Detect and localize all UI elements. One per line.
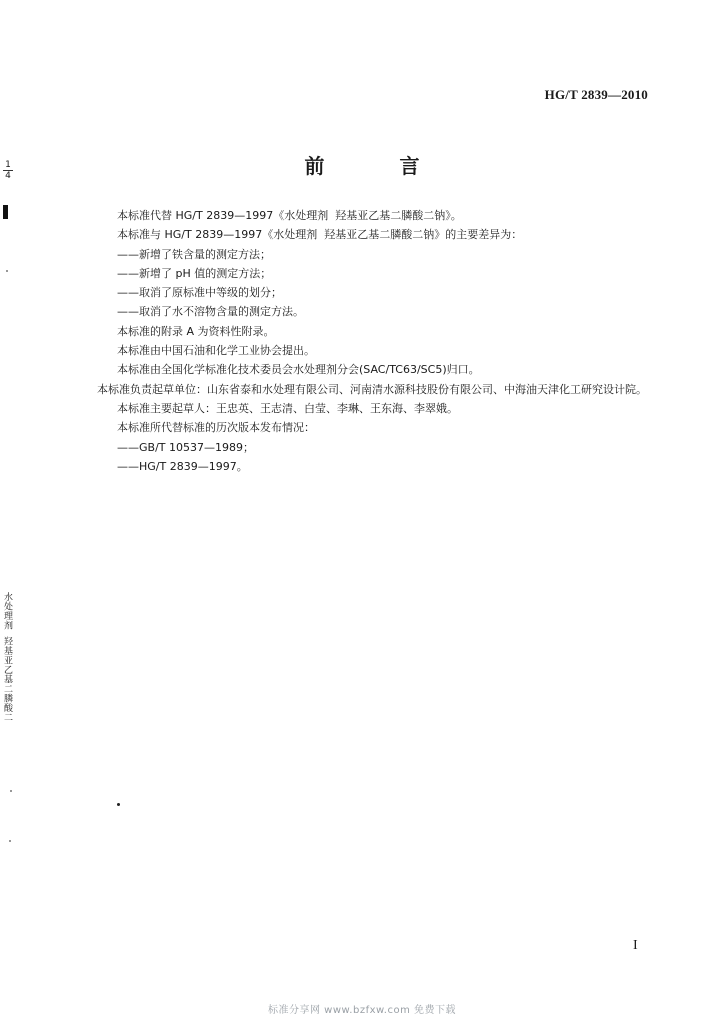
list-item: ——GB/T 10537—1989； xyxy=(117,440,254,454)
margin-dot xyxy=(10,790,12,792)
list-item: ——新增了 pH 值的测定方法； xyxy=(117,266,272,280)
margin-fraction xyxy=(3,160,13,181)
paragraph: 本标准由全国化学标准化技术委员会水处理剂分会(SAC/TC63/SC5)归口。 xyxy=(117,363,480,377)
fraction-denominator: 4 xyxy=(5,171,11,181)
margin-dot xyxy=(6,270,8,272)
list-item: ——HG/T 2839—1997。 xyxy=(117,459,248,473)
margin-dot xyxy=(9,840,11,842)
paragraph: 本标准负责起草单位：山东省泰和水处理有限公司、河南清水源科技股份有限公司、中海油天津化工研究设计院。 xyxy=(97,382,647,396)
paragraph: 本标准代替 HG/T 2839—1997《水处理剂 羟基亚乙基二膦酸二钠》。 xyxy=(117,209,462,222)
standard-code: HG/T 2839—2010 xyxy=(544,87,648,102)
list-item: ——新增了铁含量的测定方法； xyxy=(117,247,271,261)
vertical-running-title: 水处理剂 羟基亚乙基二膦酸二 xyxy=(2,592,12,723)
list-item: ——取消了水不溶物含量的测定方法。 xyxy=(117,305,304,319)
margin-bar xyxy=(3,205,8,219)
preface-body xyxy=(97,206,650,476)
watermark-footer: 标准分享网 www.bzfxw.com 免费下载 xyxy=(268,1005,456,1016)
paragraph: 本标准主要起草人：王忠英、王志清、白莹、李琳、王东海、李翠娥。 xyxy=(117,401,458,415)
paragraph: 本标准的附录 A 为资料性附录。 xyxy=(117,324,275,338)
fraction-numerator: 1 xyxy=(5,160,11,170)
paragraph: 本标准由中国石油和化学工业协会提出。 xyxy=(117,344,315,358)
paragraph: 本标准与 HG/T 2839—1997《水处理剂 羟基亚乙基二膦酸二钠》的主要差异为： xyxy=(117,228,523,242)
stray-dot xyxy=(117,803,120,806)
page-title: 前 言 xyxy=(304,154,454,178)
list-item: ——取消了原标准中等级的划分； xyxy=(117,286,282,300)
paragraph: 本标准所代替标准的历次版本发布情况： xyxy=(117,421,315,435)
page-number: I xyxy=(633,938,638,953)
